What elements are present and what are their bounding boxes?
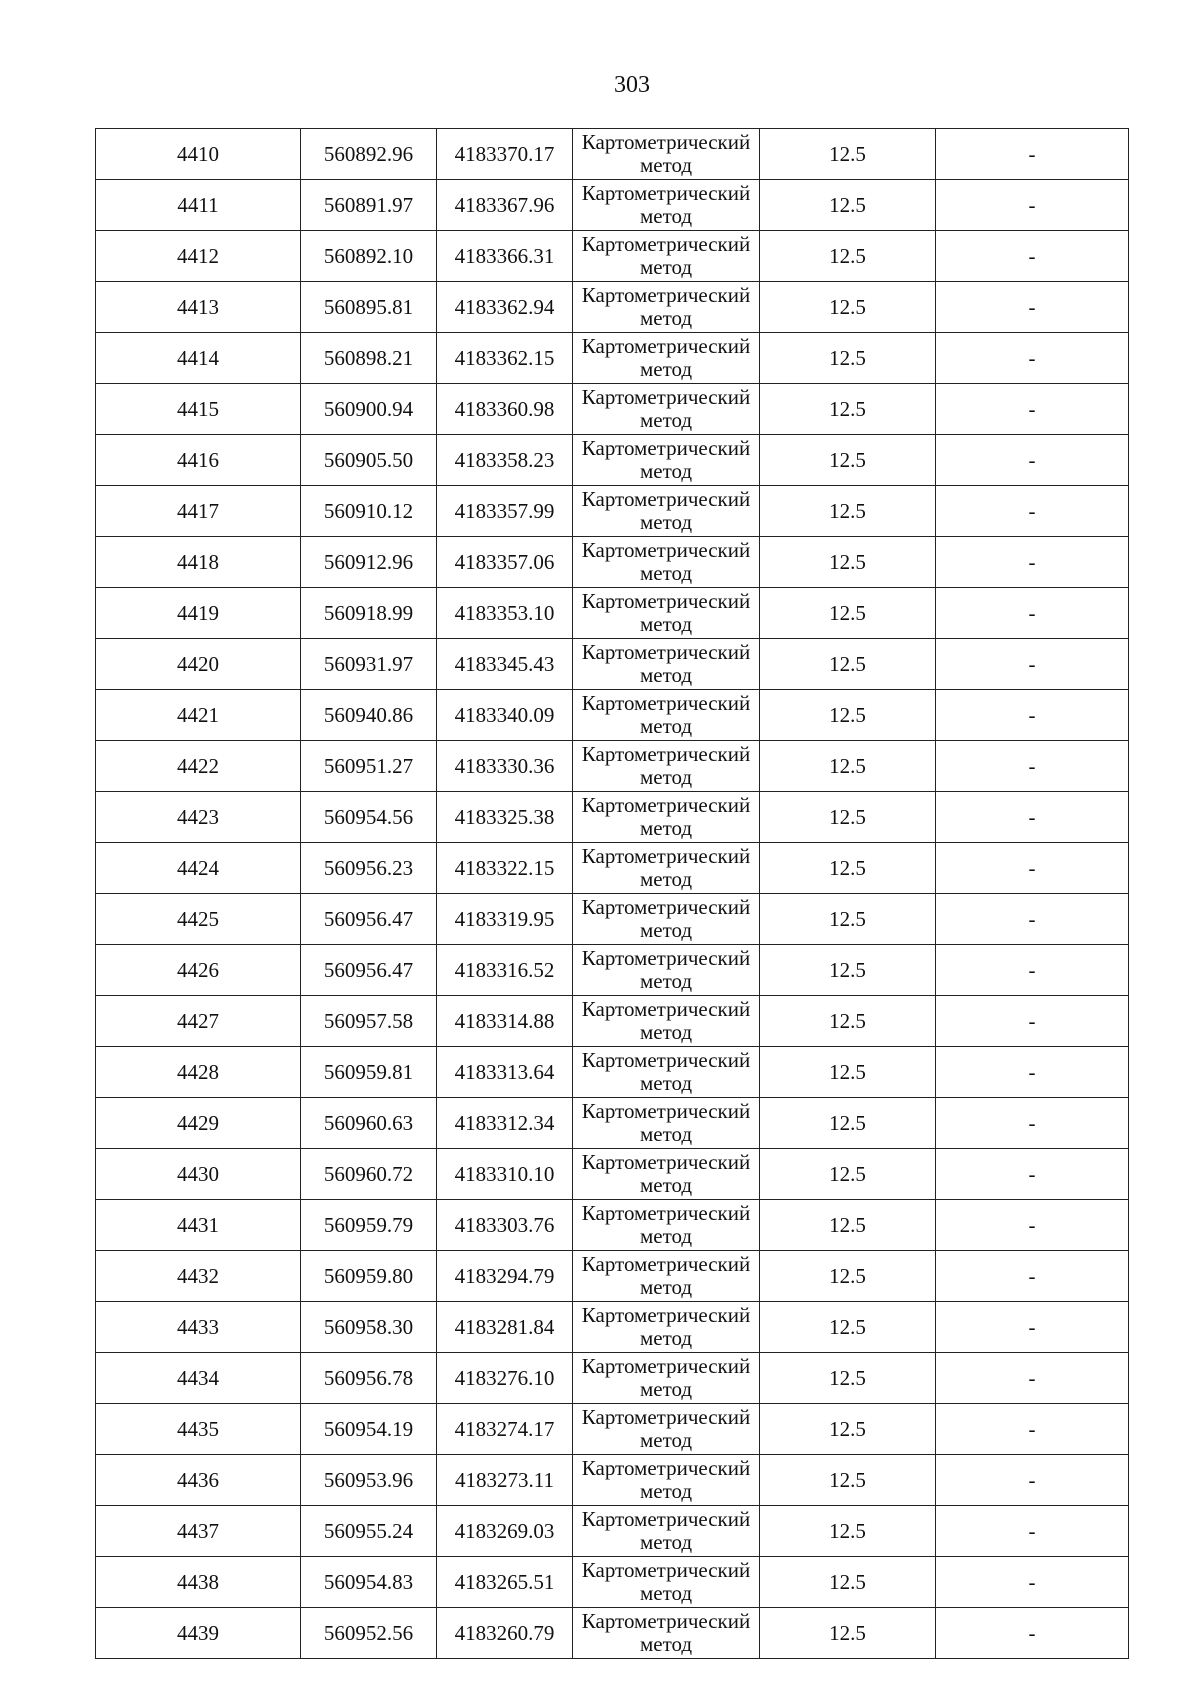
note-cell: - — [936, 180, 1129, 231]
method-line-2: метод — [639, 1377, 693, 1401]
method-line-2: метод — [639, 510, 693, 534]
point-id-cell: 4427 — [96, 996, 301, 1047]
note-cell: - — [936, 639, 1129, 690]
table-row — [96, 1404, 1129, 1455]
point-id-cell: 4425 — [96, 894, 301, 945]
y-coordinate-cell: 4183367.96 — [437, 180, 573, 231]
method-line-1: Картометрический — [581, 385, 751, 409]
table-body — [96, 129, 1129, 1659]
point-id-cell: 4416 — [96, 435, 301, 486]
accuracy-cell: 12.5 — [760, 1047, 936, 1098]
method-line-1: Картометрический — [581, 181, 751, 205]
y-coordinate-cell: 4183358.23 — [437, 435, 573, 486]
method-cell — [573, 537, 760, 588]
table-row — [96, 180, 1129, 231]
note-cell: - — [936, 384, 1129, 435]
x-coordinate-cell: 560895.81 — [301, 282, 437, 333]
method-line-2: метод — [639, 969, 693, 993]
point-id-cell: 4424 — [96, 843, 301, 894]
x-coordinate-cell: 560900.94 — [301, 384, 437, 435]
table-row — [96, 282, 1129, 333]
note-cell: - — [936, 1506, 1129, 1557]
table-row — [96, 1455, 1129, 1506]
method-line-2: метод — [639, 612, 693, 636]
method-cell — [573, 1098, 760, 1149]
y-coordinate-cell: 4183269.03 — [437, 1506, 573, 1557]
x-coordinate-cell: 560956.47 — [301, 945, 437, 996]
method-cell — [573, 333, 760, 384]
method-cell — [573, 1251, 760, 1302]
method-cell — [573, 1608, 760, 1659]
note-cell: - — [936, 588, 1129, 639]
y-coordinate-cell: 4183325.38 — [437, 792, 573, 843]
x-coordinate-cell: 560918.99 — [301, 588, 437, 639]
note-cell: - — [936, 1098, 1129, 1149]
method-cell — [573, 741, 760, 792]
note-cell: - — [936, 945, 1129, 996]
table-row — [96, 690, 1129, 741]
note-cell: - — [936, 843, 1129, 894]
note-cell: - — [936, 333, 1129, 384]
method-line-2: метод — [639, 1071, 693, 1095]
method-line-1: Картометрический — [581, 640, 751, 664]
method-line-2: метод — [639, 765, 693, 789]
y-coordinate-cell: 4183273.11 — [437, 1455, 573, 1506]
accuracy-cell: 12.5 — [760, 1506, 936, 1557]
x-coordinate-cell: 560952.56 — [301, 1608, 437, 1659]
point-id-cell: 4437 — [96, 1506, 301, 1557]
x-coordinate-cell: 560959.80 — [301, 1251, 437, 1302]
method-cell — [573, 1047, 760, 1098]
accuracy-cell: 12.5 — [760, 741, 936, 792]
y-coordinate-cell: 4183281.84 — [437, 1302, 573, 1353]
method-line-1: Картометрический — [581, 283, 751, 307]
table-row — [96, 435, 1129, 486]
accuracy-cell: 12.5 — [760, 1404, 936, 1455]
method-line-2: метод — [639, 867, 693, 891]
point-id-cell: 4413 — [96, 282, 301, 333]
note-cell: - — [936, 1251, 1129, 1302]
x-coordinate-cell: 560959.81 — [301, 1047, 437, 1098]
y-coordinate-cell: 4183265.51 — [437, 1557, 573, 1608]
y-coordinate-cell: 4183312.34 — [437, 1098, 573, 1149]
x-coordinate-cell: 560954.19 — [301, 1404, 437, 1455]
note-cell: - — [936, 894, 1129, 945]
method-line-1: Картометрический — [581, 1201, 751, 1225]
accuracy-cell: 12.5 — [760, 435, 936, 486]
method-cell — [573, 1200, 760, 1251]
point-id-cell: 4426 — [96, 945, 301, 996]
point-id-cell: 4438 — [96, 1557, 301, 1608]
y-coordinate-cell: 4183314.88 — [437, 996, 573, 1047]
table-row — [96, 1047, 1129, 1098]
method-line-1: Картометрический — [581, 1609, 751, 1633]
y-coordinate-cell: 4183330.36 — [437, 741, 573, 792]
table-row — [96, 894, 1129, 945]
x-coordinate-cell: 560960.63 — [301, 1098, 437, 1149]
point-id-cell: 4417 — [96, 486, 301, 537]
note-cell: - — [936, 1404, 1129, 1455]
method-cell — [573, 1302, 760, 1353]
accuracy-cell: 12.5 — [760, 1098, 936, 1149]
y-coordinate-cell: 4183276.10 — [437, 1353, 573, 1404]
table-row — [96, 1149, 1129, 1200]
method-line-1: Картометрический — [581, 1354, 751, 1378]
method-line-2: метод — [639, 1530, 693, 1554]
method-cell — [573, 945, 760, 996]
method-line-1: Картометрический — [581, 1303, 751, 1327]
accuracy-cell: 12.5 — [760, 945, 936, 996]
coordinates-table — [95, 128, 1129, 1659]
x-coordinate-cell: 560910.12 — [301, 486, 437, 537]
method-line-2: метод — [639, 816, 693, 840]
table-row — [96, 1200, 1129, 1251]
method-cell — [573, 1404, 760, 1455]
x-coordinate-cell: 560898.21 — [301, 333, 437, 384]
accuracy-cell: 12.5 — [760, 486, 936, 537]
note-cell: - — [936, 1455, 1129, 1506]
x-coordinate-cell: 560905.50 — [301, 435, 437, 486]
note-cell: - — [936, 792, 1129, 843]
method-line-2: метод — [639, 153, 693, 177]
method-line-2: метод — [639, 663, 693, 687]
point-id-cell: 4414 — [96, 333, 301, 384]
method-line-1: Картометрический — [581, 895, 751, 919]
method-line-2: метод — [639, 255, 693, 279]
note-cell: - — [936, 741, 1129, 792]
table-row — [96, 588, 1129, 639]
y-coordinate-cell: 4183357.99 — [437, 486, 573, 537]
accuracy-cell: 12.5 — [760, 1251, 936, 1302]
note-cell: - — [936, 690, 1129, 741]
point-id-cell: 4434 — [96, 1353, 301, 1404]
y-coordinate-cell: 4183370.17 — [437, 129, 573, 180]
accuracy-cell: 12.5 — [760, 639, 936, 690]
method-line-2: метод — [639, 1122, 693, 1146]
note-cell: - — [936, 1557, 1129, 1608]
x-coordinate-cell: 560940.86 — [301, 690, 437, 741]
point-id-cell: 4411 — [96, 180, 301, 231]
method-line-2: метод — [639, 357, 693, 381]
point-id-cell: 4430 — [96, 1149, 301, 1200]
accuracy-cell: 12.5 — [760, 1608, 936, 1659]
point-id-cell: 4428 — [96, 1047, 301, 1098]
point-id-cell: 4410 — [96, 129, 301, 180]
table-row — [96, 945, 1129, 996]
table-row — [96, 384, 1129, 435]
y-coordinate-cell: 4183362.94 — [437, 282, 573, 333]
method-line-1: Картометрический — [581, 436, 751, 460]
accuracy-cell: 12.5 — [760, 996, 936, 1047]
point-id-cell: 4433 — [96, 1302, 301, 1353]
x-coordinate-cell: 560956.78 — [301, 1353, 437, 1404]
method-line-2: метод — [639, 918, 693, 942]
method-line-1: Картометрический — [581, 1048, 751, 1072]
method-line-2: метод — [639, 1326, 693, 1350]
note-cell: - — [936, 129, 1129, 180]
method-line-1: Картометрический — [581, 1150, 751, 1174]
y-coordinate-cell: 4183310.10 — [437, 1149, 573, 1200]
y-coordinate-cell: 4183345.43 — [437, 639, 573, 690]
y-coordinate-cell: 4183260.79 — [437, 1608, 573, 1659]
table-row — [96, 537, 1129, 588]
accuracy-cell: 12.5 — [760, 1557, 936, 1608]
method-line-2: метод — [639, 714, 693, 738]
method-cell — [573, 1506, 760, 1557]
point-id-cell: 4420 — [96, 639, 301, 690]
method-line-1: Картометрический — [581, 1558, 751, 1582]
x-coordinate-cell: 560891.97 — [301, 180, 437, 231]
method-cell — [573, 1557, 760, 1608]
point-id-cell: 4439 — [96, 1608, 301, 1659]
accuracy-cell: 12.5 — [760, 1302, 936, 1353]
y-coordinate-cell: 4183340.09 — [437, 690, 573, 741]
point-id-cell: 4422 — [96, 741, 301, 792]
method-line-1: Картометрический — [581, 946, 751, 970]
table-row — [96, 1251, 1129, 1302]
method-line-1: Картометрический — [581, 1507, 751, 1531]
method-line-2: метод — [639, 408, 693, 432]
method-line-2: метод — [639, 1173, 693, 1197]
x-coordinate-cell: 560892.96 — [301, 129, 437, 180]
point-id-cell: 4412 — [96, 231, 301, 282]
note-cell: - — [936, 1149, 1129, 1200]
x-coordinate-cell: 560960.72 — [301, 1149, 437, 1200]
accuracy-cell: 12.5 — [760, 588, 936, 639]
note-cell: - — [936, 1200, 1129, 1251]
table-row — [96, 1353, 1129, 1404]
accuracy-cell: 12.5 — [760, 231, 936, 282]
method-cell — [573, 1455, 760, 1506]
accuracy-cell: 12.5 — [760, 537, 936, 588]
x-coordinate-cell: 560956.47 — [301, 894, 437, 945]
x-coordinate-cell: 560912.96 — [301, 537, 437, 588]
method-line-2: метод — [639, 1632, 693, 1656]
accuracy-cell: 12.5 — [760, 1455, 936, 1506]
method-cell — [573, 180, 760, 231]
y-coordinate-cell: 4183319.95 — [437, 894, 573, 945]
method-line-2: метод — [639, 1275, 693, 1299]
method-cell — [573, 1149, 760, 1200]
accuracy-cell: 12.5 — [760, 384, 936, 435]
x-coordinate-cell: 560957.58 — [301, 996, 437, 1047]
method-cell — [573, 639, 760, 690]
accuracy-cell: 12.5 — [760, 129, 936, 180]
x-coordinate-cell: 560954.83 — [301, 1557, 437, 1608]
point-id-cell: 4436 — [96, 1455, 301, 1506]
accuracy-cell: 12.5 — [760, 894, 936, 945]
accuracy-cell: 12.5 — [760, 843, 936, 894]
x-coordinate-cell: 560931.97 — [301, 639, 437, 690]
accuracy-cell: 12.5 — [760, 282, 936, 333]
y-coordinate-cell: 4183303.76 — [437, 1200, 573, 1251]
accuracy-cell: 12.5 — [760, 1200, 936, 1251]
accuracy-cell: 12.5 — [760, 180, 936, 231]
accuracy-cell: 12.5 — [760, 690, 936, 741]
y-coordinate-cell: 4183316.52 — [437, 945, 573, 996]
method-line-1: Картометрический — [581, 334, 751, 358]
method-cell — [573, 1353, 760, 1404]
method-line-1: Картометрический — [581, 997, 751, 1021]
method-line-1: Картометрический — [581, 1456, 751, 1480]
note-cell: - — [936, 231, 1129, 282]
method-line-2: метод — [639, 1428, 693, 1452]
page-number: 303 — [614, 72, 650, 98]
y-coordinate-cell: 4183274.17 — [437, 1404, 573, 1455]
method-line-2: метод — [639, 1479, 693, 1503]
method-cell — [573, 894, 760, 945]
y-coordinate-cell: 4183313.64 — [437, 1047, 573, 1098]
note-cell: - — [936, 435, 1129, 486]
table-row — [96, 843, 1129, 894]
note-cell: - — [936, 996, 1129, 1047]
point-id-cell: 4423 — [96, 792, 301, 843]
point-id-cell: 4418 — [96, 537, 301, 588]
table-row — [96, 1506, 1129, 1557]
method-line-2: метод — [639, 204, 693, 228]
method-line-1: Картометрический — [581, 1099, 751, 1123]
x-coordinate-cell: 560958.30 — [301, 1302, 437, 1353]
method-line-1: Картометрический — [581, 793, 751, 817]
method-line-2: метод — [639, 1224, 693, 1248]
y-coordinate-cell: 4183360.98 — [437, 384, 573, 435]
method-line-1: Картометрический — [581, 589, 751, 613]
x-coordinate-cell: 560955.24 — [301, 1506, 437, 1557]
method-line-2: метод — [639, 1581, 693, 1605]
method-line-2: метод — [639, 561, 693, 585]
method-cell — [573, 435, 760, 486]
y-coordinate-cell: 4183362.15 — [437, 333, 573, 384]
method-cell — [573, 792, 760, 843]
method-cell — [573, 690, 760, 741]
y-coordinate-cell: 4183353.10 — [437, 588, 573, 639]
y-coordinate-cell: 4183322.15 — [437, 843, 573, 894]
y-coordinate-cell: 4183366.31 — [437, 231, 573, 282]
table-row — [96, 792, 1129, 843]
method-line-1: Картометрический — [581, 691, 751, 715]
table-row — [96, 1608, 1129, 1659]
method-line-2: метод — [639, 1020, 693, 1044]
point-id-cell: 4421 — [96, 690, 301, 741]
point-id-cell: 4415 — [96, 384, 301, 435]
method-cell — [573, 384, 760, 435]
accuracy-cell: 12.5 — [760, 792, 936, 843]
table-row — [96, 333, 1129, 384]
accuracy-cell: 12.5 — [760, 1149, 936, 1200]
method-line-1: Картометрический — [581, 742, 751, 766]
note-cell: - — [936, 1608, 1129, 1659]
accuracy-cell: 12.5 — [760, 333, 936, 384]
method-cell — [573, 282, 760, 333]
table-row — [96, 1098, 1129, 1149]
note-cell: - — [936, 486, 1129, 537]
method-cell — [573, 996, 760, 1047]
x-coordinate-cell: 560892.10 — [301, 231, 437, 282]
method-line-1: Картометрический — [581, 1405, 751, 1429]
point-id-cell: 4431 — [96, 1200, 301, 1251]
note-cell: - — [936, 537, 1129, 588]
method-line-1: Картометрический — [581, 232, 751, 256]
point-id-cell: 4429 — [96, 1098, 301, 1149]
table-row — [96, 741, 1129, 792]
note-cell: - — [936, 282, 1129, 333]
x-coordinate-cell: 560951.27 — [301, 741, 437, 792]
table-row — [96, 231, 1129, 282]
method-line-1: Картометрический — [581, 1252, 751, 1276]
method-cell — [573, 486, 760, 537]
y-coordinate-cell: 4183294.79 — [437, 1251, 573, 1302]
note-cell: - — [936, 1047, 1129, 1098]
point-id-cell: 4432 — [96, 1251, 301, 1302]
note-cell: - — [936, 1302, 1129, 1353]
method-cell — [573, 129, 760, 180]
note-cell: - — [936, 1353, 1129, 1404]
y-coordinate-cell: 4183357.06 — [437, 537, 573, 588]
method-line-1: Картометрический — [581, 130, 751, 154]
method-cell — [573, 843, 760, 894]
method-line-1: Картометрический — [581, 487, 751, 511]
point-id-cell: 4419 — [96, 588, 301, 639]
point-id-cell: 4435 — [96, 1404, 301, 1455]
x-coordinate-cell: 560959.79 — [301, 1200, 437, 1251]
table-row — [96, 639, 1129, 690]
accuracy-cell: 12.5 — [760, 1353, 936, 1404]
method-cell — [573, 231, 760, 282]
table-row — [96, 1557, 1129, 1608]
x-coordinate-cell: 560954.56 — [301, 792, 437, 843]
method-line-1: Картометрический — [581, 844, 751, 868]
table-row — [96, 129, 1129, 180]
method-line-1: Картометрический — [581, 538, 751, 562]
method-line-2: метод — [639, 459, 693, 483]
method-cell — [573, 588, 760, 639]
table-row — [96, 996, 1129, 1047]
table-row — [96, 486, 1129, 537]
table-row — [96, 1302, 1129, 1353]
method-line-2: метод — [639, 306, 693, 330]
x-coordinate-cell: 560953.96 — [301, 1455, 437, 1506]
x-coordinate-cell: 560956.23 — [301, 843, 437, 894]
